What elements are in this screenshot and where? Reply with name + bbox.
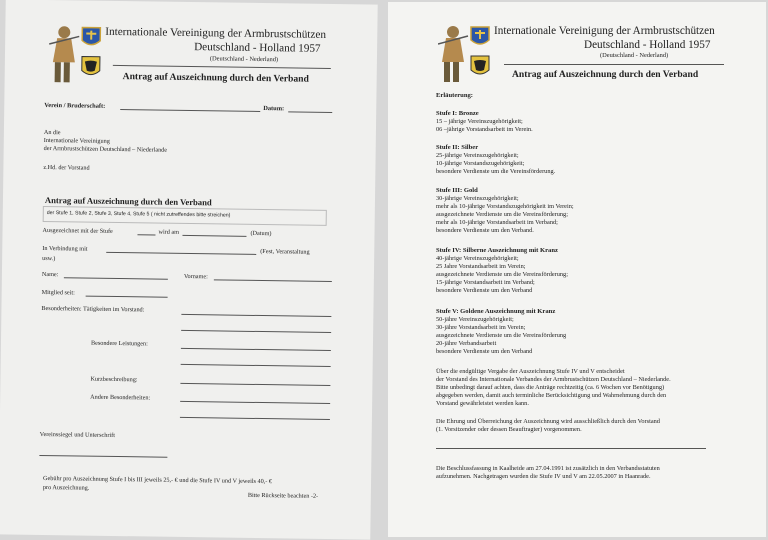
- separator-line: [436, 448, 706, 449]
- note-line: Die Ehrung und Überreichung der Auszeichnung wird ausschließlich durch den Vorstand: [436, 418, 660, 425]
- header-rule: [113, 65, 331, 69]
- gebuehr-line-2: pro Auszeichnung.: [42, 483, 90, 492]
- address-line: Internationale Vereinigung: [43, 136, 110, 145]
- rueckseite-note: Bitte Rückseite beachten -2-: [247, 491, 319, 500]
- verbindung-hint: (Fest, Veranstaltung: [260, 248, 310, 256]
- stufe-3-title: Stufe III: Gold: [436, 187, 478, 194]
- form-page-back: [388, 2, 766, 537]
- stufe-5-line: ausgezeichnete Verdienste um die Vereinsförderung: [436, 332, 567, 339]
- leistungen-field-2[interactable]: [181, 364, 331, 367]
- org-title: Internationale Vereinigung der Armbrustschützen: [105, 25, 327, 41]
- mitglied-field[interactable]: [86, 296, 168, 298]
- stufe-5-line: 20-jähre Verbandsarbeit: [436, 340, 497, 347]
- stufe-3-line: 30-jährige Vereinszugehörigkeit;: [436, 195, 519, 202]
- stufe-4-title: Stufe IV: Silberne Auszeichnung mit Kranz: [436, 247, 558, 254]
- address-line: An die: [43, 128, 61, 137]
- vorstand-field-2[interactable]: [181, 330, 331, 333]
- stufe-5-line: besondere Verdienste um den Verband: [436, 348, 533, 355]
- verein-label: Verein / Bruderschaft:: [44, 101, 106, 110]
- address-line: der Armbrustschützen Deutschland – Niederlande: [43, 144, 168, 154]
- stufe-1-line: 15 – jährige Vereinszugehörigkeit;: [436, 118, 523, 125]
- stufe-4-line: 15-jährige Vorstandsarbeit im Verband;: [436, 279, 535, 286]
- erlaeuterung-heading: Erläuterung:: [436, 92, 473, 99]
- stufe-3-line: ausgezeichnete Verdienste um die Vereinsförderung;: [436, 211, 568, 218]
- stufe-4-line: 25 Jahre Vorstandsarbeit im Verein;: [436, 263, 526, 270]
- note-line: Über die endgültige Vergabe der Auszeichnung Stufe IV und V entscheidet: [436, 368, 625, 375]
- org-country: (Deutschland - Nederland): [209, 55, 279, 64]
- org-subtitle: Deutschland - Holland 1957: [584, 39, 711, 51]
- page-heading: Antrag auf Auszeichnung durch den Verband: [122, 71, 309, 85]
- stufe-3-line: mehr als 10-jährige Vorstandsarbeit im Verband;: [436, 219, 558, 226]
- stufe-2-line: 10-jährige Vorstandszugehörigkeit;: [436, 160, 525, 167]
- stufe-2-line: besondere Verdienste um die Vereinsförderung.: [436, 168, 556, 175]
- ausgezeichnet-label: Ausgezeichnet mit der Stufe: [42, 226, 113, 235]
- org-title: Internationale Vereinigung der Armbrustschützen: [494, 25, 715, 37]
- datum-am-field[interactable]: [182, 235, 246, 237]
- datum-label: Datum:: [263, 105, 285, 113]
- name-field[interactable]: [64, 277, 168, 279]
- note-line: Bitte unbedingt darauf achten, dass die Anträge rechtzeitig (ca. 6 Wochen vor Benötigung): [436, 384, 665, 391]
- stufe-1-title: Stufe I: Bronze: [436, 110, 479, 117]
- stufe-3-line: mehr als 10-jährige Vorstandszugehörigkeit im Verein;: [436, 203, 574, 210]
- kurz-label: Kurzbeschreibung:: [90, 375, 138, 384]
- note-line: Die Beschlussfassung in Kaalheide am 27.04.1991 ist zusätzlich in den Verbandsstatuten: [436, 465, 660, 472]
- kurz-field[interactable]: [180, 383, 330, 386]
- verein-field[interactable]: [120, 109, 260, 112]
- stufe-2-line: 25-jährige Vereinszugehörigkeit;: [436, 152, 519, 159]
- note-line: aufzunehmen. Nachgetragen wurden die Stufe IV und V am 22.05.2007 in Haanrade.: [436, 473, 651, 480]
- attn-line: z.Hd. der Vorstand: [43, 163, 90, 172]
- org-subtitle: Deutschland - Holland 1957: [194, 41, 321, 55]
- andere-field-2[interactable]: [180, 417, 330, 420]
- stufe-5-line: 50-jähre Vereinszugehörigkeit;: [436, 316, 514, 323]
- note-line: Vorstand gewährleistet werden kann.: [436, 400, 529, 407]
- datum-field[interactable]: [288, 111, 332, 113]
- note-line: abgegeben werden, damit auch terminliche Berücksichtigung und Wahrnehmung durch den: [436, 392, 667, 399]
- stufe-4-line: besondere Verdienste um den Verband: [436, 287, 533, 294]
- verbindung-field[interactable]: [106, 252, 256, 255]
- siegel-field[interactable]: [39, 455, 167, 458]
- andere-field[interactable]: [180, 401, 330, 404]
- datum-hint: (Datum): [250, 229, 272, 238]
- vorname-field[interactable]: [214, 279, 332, 282]
- mitglied-label: Mitglied seit:: [41, 288, 75, 297]
- stufe-3-line: besondere Verdienste um den Verband.: [436, 227, 534, 234]
- page-heading: Antrag auf Auszeichnung durch den Verband: [512, 69, 699, 80]
- name-label: Name:: [41, 270, 59, 279]
- stufe-5-line: 30-jähre Vorstandsarbeit im Verein;: [436, 324, 526, 331]
- stufe-2-title: Stufe II: Silber: [436, 144, 479, 151]
- stufe-4-line: 40-jährige Vereinszugehörigkeit;: [436, 255, 519, 262]
- siegel-label: Vereinssiegel und Unterschrift: [39, 430, 115, 439]
- crossbowman-crest-icon: [49, 22, 108, 87]
- stufe-1-line: 06 –jährige Vorstandsarbeit im Verein.: [436, 126, 533, 133]
- gebuehr-line: Gebühr pro Auszeichnung Stufe I bis III jeweils 25,- € und die Stufe IV und V jeweils 40,- €: [43, 474, 273, 486]
- org-country: (Deutschland - Nederland): [600, 52, 669, 59]
- vorstand-field[interactable]: [181, 314, 331, 317]
- stufen-choice[interactable]: der Stufe 1, Stufe 2, Stufe 3, Stufe 4, Stufe 5 ( nicht zutreffendes bitte streichen): [46, 210, 231, 219]
- verbindung-label: In Verbindung mit: [42, 244, 88, 253]
- wird-am-label: wird am: [158, 228, 180, 236]
- header-rule: [504, 64, 724, 65]
- stufe-field[interactable]: [137, 234, 155, 235]
- leistungen-label: Besondere Leistungen:: [90, 339, 148, 348]
- verbindung-hint-2: usw.): [42, 254, 56, 263]
- leistungen-field[interactable]: [181, 348, 331, 351]
- note-line: der Vorstand des Internationale Verbandes der Armbrustschützen Deutschland – Niederlande.: [436, 376, 671, 383]
- stufe-5-title: Stufe V: Goldene Auszeichnung mit Kranz: [436, 308, 556, 315]
- note-line: (1. Vorsitzender oder dessen Beauftragter) vorgenommen.: [436, 426, 582, 433]
- stufe-4-line: ausgezeichnete Verdienste um die Vereinsförderung;: [436, 271, 568, 278]
- form-title: Antrag auf Auszeichnung durch den Verband: [44, 194, 212, 208]
- crossbowman-crest-icon: [438, 22, 496, 86]
- besonderheiten-label: Besonderheiten: Tätigkeiten im Vorstand:: [41, 304, 145, 314]
- andere-label: Andere Besonderheiten:: [90, 393, 151, 402]
- vorname-label: Vorname:: [183, 272, 208, 281]
- form-page-front: [0, 0, 378, 540]
